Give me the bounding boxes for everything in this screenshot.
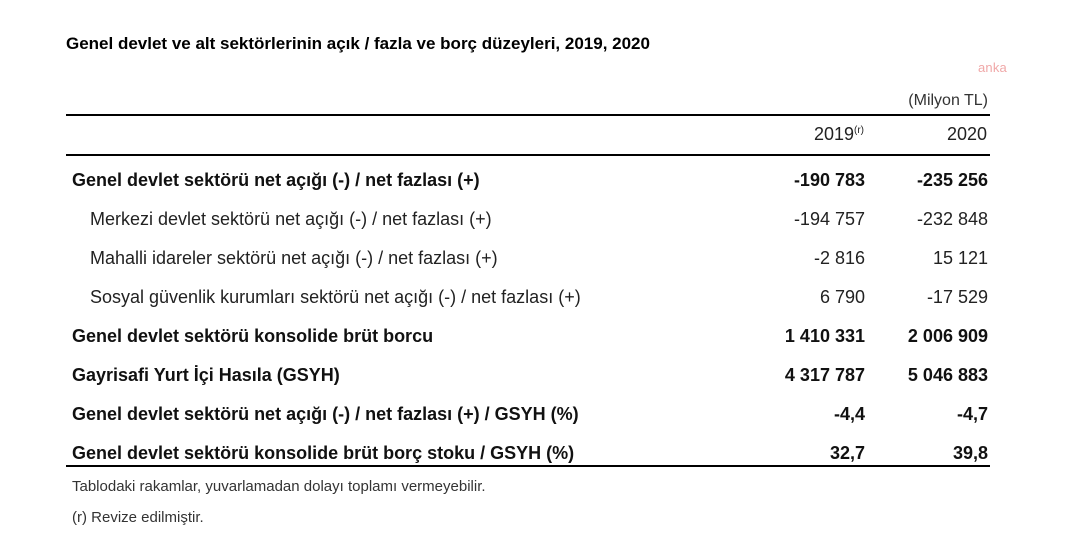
row-label: Genel devlet sektörü konsolide brüt borç stoku / GSYH (%): [72, 443, 575, 463]
table-bottom-rule: [66, 465, 990, 467]
value-2019: -2 816: [813, 248, 865, 268]
watermark-logo: anka: [978, 60, 1007, 75]
value-2020: 5 046 883: [907, 365, 988, 385]
column-header-2019: 2019$^{(r)}$: [813, 124, 864, 144]
table-row: [66, 277, 990, 316]
page-title: Genel devlet ve alt sektörlerinin açık / fazla ve borç düzeyleri, 2019, 2020: [66, 34, 650, 53]
table-row: [66, 316, 990, 355]
value-2019: 6 790: [819, 287, 865, 307]
row-label: Genel devlet sektörü net açığı (-) / net fazlası (+) / GSYH (%): [72, 404, 579, 424]
value-2020: 15 121: [932, 248, 988, 268]
value-2019: 4 317 787: [784, 365, 865, 385]
row-label: Genel devlet sektörü net açığı (-) / net fazlası (+): [72, 170, 480, 190]
column-header-2020: 2020: [946, 124, 987, 144]
value-2020: -235 256: [916, 170, 988, 190]
value-2020: -232 848: [916, 209, 988, 229]
value-2019: 1 410 331: [784, 326, 865, 346]
table-row: [66, 238, 990, 277]
row-label: Gayrisafi Yurt İçi Hasıla (GSYH): [72, 365, 340, 385]
value-2019: -4,4: [833, 404, 865, 424]
table-row: [66, 394, 990, 433]
revised-note: (r) Revize edilmiştir.: [72, 509, 204, 526]
value-2019: -194 757: [793, 209, 865, 229]
table-row: [66, 160, 990, 199]
value-2020: -17 529: [926, 287, 988, 307]
table-row: [66, 199, 990, 238]
table-row: [66, 355, 990, 394]
revised-marker: (r): [854, 125, 864, 136]
value-2019: -190 783: [793, 170, 865, 190]
rounding-note: Tablodaki rakamlar, yuvarlamadan dolayı toplamı vermeyebilir.: [72, 478, 486, 495]
row-label: Genel devlet sektörü konsolide brüt borcu: [72, 326, 434, 346]
unit-label: (Milyon TL): [908, 92, 988, 109]
value-2019: 32,7: [829, 443, 865, 463]
row-label: Mahalli idareler sektörü net açığı (-) / net fazlası (+): [90, 248, 498, 268]
row-label: Sosyal güvenlik kurumları sektörü net açığı (-) / net fazlası (+): [90, 287, 581, 307]
value-2020: 39,8: [952, 443, 988, 463]
table-header-rule: [66, 154, 990, 156]
data-table: [66, 160, 990, 472]
row-label: Merkezi devlet sektörü net açığı (-) / net fazlası (+): [90, 209, 492, 229]
table-top-rule: [66, 114, 990, 116]
value-2020: -4,7: [956, 404, 988, 424]
value-2020: 2 006 909: [907, 326, 988, 346]
